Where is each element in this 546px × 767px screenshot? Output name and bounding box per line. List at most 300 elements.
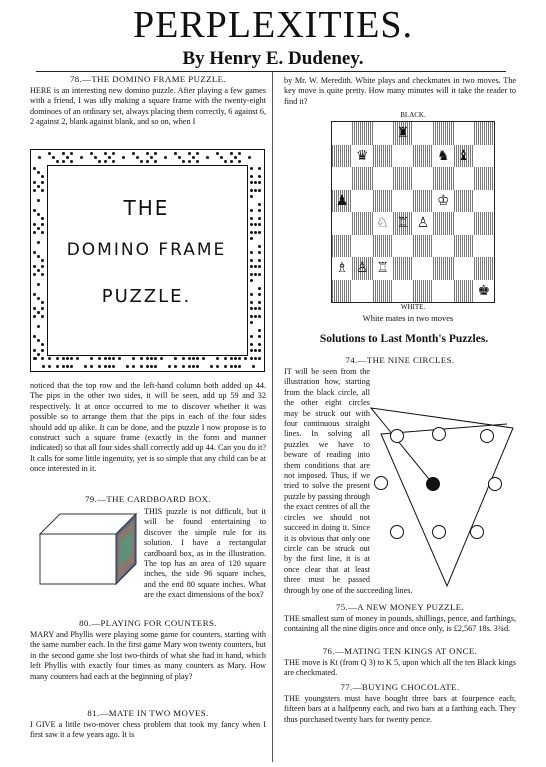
chess-square: [352, 190, 372, 213]
domino-pip: [216, 357, 219, 360]
counters-heading: 80.—PLAYING FOR COUNTERS.: [79, 618, 217, 628]
chess-piece: ♜: [396, 125, 410, 141]
domino-pip: [48, 152, 51, 155]
domino-pip: [33, 231, 36, 234]
chess-square: [332, 235, 352, 258]
domino-pip: [258, 175, 261, 178]
chess-piece: ♛: [355, 147, 369, 164]
domino-pip: [250, 349, 253, 352]
domino-pip: [33, 223, 36, 226]
domino-pip: [250, 307, 253, 310]
domino-pip: [258, 315, 261, 318]
domino-pip: [182, 357, 185, 360]
domino-pip: [146, 152, 149, 155]
chess-square: [413, 280, 433, 303]
domino-pip: [150, 156, 153, 159]
domino-pip: [230, 357, 233, 360]
domino-pip: [188, 152, 191, 155]
domino-pip: [33, 265, 36, 268]
domino-pip: [104, 160, 107, 163]
chess-piece: ♞: [436, 147, 450, 164]
domino-image-line-3: PUZZLE.: [101, 286, 192, 307]
domino-pip: [258, 273, 261, 276]
money-text: THE smallest sum of money in pounds, shillings, pence, and farthings, containing all the nine digits once and once only, is £2,567 18s. 3¾d.: [284, 614, 516, 634]
domino-pip: [41, 349, 44, 352]
domino-pip: [62, 152, 65, 155]
domino-pip: [132, 357, 135, 360]
domino-pip: [250, 175, 253, 178]
domino-pip: [90, 357, 93, 360]
domino-pip: [254, 189, 257, 192]
domino-pip: [258, 349, 261, 352]
nine-circles-diagram: [367, 380, 517, 590]
chess-square: [474, 257, 494, 280]
domino-pip: [56, 365, 59, 368]
domino-pip: [108, 156, 111, 159]
chess-square: [352, 167, 372, 190]
domino-pip: [62, 365, 65, 368]
domino-pip: [174, 357, 177, 360]
domino-pip: [56, 357, 59, 360]
domino-pip: [192, 365, 195, 368]
domino-pip: [230, 152, 233, 155]
domino-pip: [37, 339, 40, 342]
domino-image-line-2: DOMINO FRAME: [66, 240, 227, 260]
domino-pip: [258, 251, 261, 254]
domino-pip: [250, 273, 253, 276]
chess-piece: ♙: [416, 215, 430, 231]
domino-pip: [118, 357, 121, 360]
domino-pip: [258, 357, 261, 360]
domino-pip: [192, 357, 195, 360]
domino-pip: [250, 357, 253, 360]
chess-piece: ♝: [457, 147, 470, 164]
chess-square: [454, 257, 474, 280]
chess-square: [373, 190, 393, 213]
domino-pip: [174, 365, 177, 368]
chess-square: [332, 280, 352, 303]
domino-pip: [33, 315, 36, 318]
domino-pip: [188, 357, 191, 360]
chess-square: [433, 167, 453, 190]
chess-square: [352, 235, 372, 258]
domino-pip: [42, 365, 45, 368]
domino-pip: [154, 152, 157, 155]
domino-pip: [41, 223, 44, 226]
domino-pip: [37, 227, 40, 230]
domino-pip: [252, 365, 255, 368]
chess-square: [393, 257, 413, 280]
domino-pip: [160, 357, 163, 360]
domino-pip: [258, 223, 261, 226]
domino-pip: [238, 152, 241, 155]
domino-pip: [250, 223, 253, 226]
money-heading: 75.—A NEW MONEY PUZZLE.: [335, 602, 465, 612]
domino-pip: [196, 160, 199, 163]
domino-pip: [248, 156, 251, 159]
domino-pip: [230, 160, 233, 163]
domino-pip: [126, 365, 129, 368]
domino-pip: [146, 357, 149, 360]
domino-pip: [150, 365, 153, 368]
domino-intro: HERE is an interesting new domino puzzle. After playing a few games with a friend, I was idly making a square frame with the twenty-eight dominoes of an ordinary set, always placing them correctly, 6 against 6, 2 against 2, blank against blank, and so on, when I: [30, 86, 266, 127]
domino-pip: [178, 156, 181, 159]
domino-pip: [37, 269, 40, 272]
domino-pip: [37, 255, 40, 258]
domino-pip: [258, 181, 261, 184]
domino-pip: [254, 273, 257, 276]
domino-pip: [41, 189, 44, 192]
chess-square: [373, 235, 393, 258]
domino-pip: [104, 152, 107, 155]
mate-text: I GIVE a little two-mover chess problem that took my fancy when I first saw it a few years ago. It is: [30, 720, 266, 740]
domino-pip: [254, 223, 257, 226]
domino-pip: [33, 293, 36, 296]
chess-piece: ♗: [335, 260, 349, 276]
domino-pip: [254, 181, 257, 184]
domino-pip: [52, 156, 55, 159]
domino-pip: [224, 160, 227, 163]
domino-pip: [41, 315, 44, 318]
solutions-heading: Solutions to Last Month's Puzzles.: [319, 333, 489, 345]
black-label: BLACK.: [400, 111, 426, 119]
chess-square: [474, 235, 494, 258]
domino-pip: [33, 335, 36, 338]
chess-square: [454, 280, 474, 303]
domino-pip: [164, 156, 167, 159]
domino-pip: [132, 152, 135, 155]
chess-square: [433, 212, 453, 235]
domino-pip: [154, 357, 157, 360]
domino-pip: [70, 160, 73, 163]
domino-pip: [258, 307, 261, 310]
domino-pip: [258, 209, 261, 212]
page-title: PERPLEXITIES.: [132, 4, 414, 46]
domino-pip: [182, 365, 185, 368]
domino-pip: [41, 307, 44, 310]
chess-piece: ♟: [335, 192, 349, 209]
domino-pip: [37, 213, 40, 216]
domino-pip: [33, 349, 36, 352]
counters-text: MARY and Phyllis were playing some game for counters, starting with the same number each. In the first game Mary won twenty counters, but in the second game she lost two-thirds of what she had in hand, which left Phyllis with exactly four times as many counters as Mary. How many counters had each at the beginning of play?: [30, 630, 266, 681]
domino-pip: [250, 265, 253, 268]
domino-pip: [41, 181, 44, 184]
chess-square: [413, 122, 433, 145]
domino-pip: [37, 325, 40, 328]
domino-pip: [250, 259, 253, 262]
chess-square: [454, 167, 474, 190]
chess-square: [393, 145, 413, 168]
domino-pip: [258, 203, 261, 206]
domino-pip: [140, 160, 143, 163]
domino-pip: [37, 311, 40, 314]
chess-square: [474, 190, 494, 213]
domino-pip: [154, 160, 157, 163]
domino-pip: [250, 279, 253, 282]
chess-square: [454, 212, 474, 235]
domino-pip: [254, 231, 257, 234]
domino-pip: [41, 175, 44, 178]
domino-pip: [238, 357, 241, 360]
domino-pip: [244, 357, 247, 360]
domino-pip: [196, 152, 199, 155]
domino-pip: [188, 160, 191, 163]
domino-pip: [174, 152, 177, 155]
chess-square: [413, 235, 433, 258]
domino-pip: [220, 156, 223, 159]
chess-piece: ♖: [396, 215, 410, 231]
domino-pip: [37, 185, 40, 188]
domino-pip: [258, 343, 261, 346]
domino-pip: [41, 343, 44, 346]
chess-square: [373, 280, 393, 303]
domino-pip: [108, 357, 111, 360]
domino-pip: [224, 365, 227, 368]
domino-pip: [66, 357, 69, 360]
domino-pip: [168, 365, 171, 368]
chess-square: [474, 122, 494, 145]
chess-piece: ♘: [376, 215, 389, 231]
domino-pip: [37, 297, 40, 300]
domino-pip: [196, 357, 199, 360]
chess-piece: ♖: [376, 260, 389, 276]
chess-square: [454, 235, 474, 258]
domino-pip: [216, 152, 219, 155]
chess-caption: White mates in two moves: [362, 313, 454, 323]
domino-pip: [216, 365, 219, 368]
domino-pip: [136, 156, 139, 159]
domino-pip: [210, 365, 213, 368]
domino-pip: [33, 167, 36, 170]
chess-square: [474, 145, 494, 168]
domino-pip: [258, 301, 261, 304]
chess-square: [413, 145, 433, 168]
domino-pip: [84, 365, 87, 368]
domino-pip: [33, 357, 36, 360]
domino-pip: [70, 152, 73, 155]
domino-pip: [62, 357, 65, 360]
domino-pip: [196, 365, 199, 368]
domino-pip: [41, 231, 44, 234]
domino-pip: [250, 209, 253, 212]
chess-square: [332, 212, 352, 235]
chess-square: [393, 190, 413, 213]
domino-pip: [41, 265, 44, 268]
domino-pip: [234, 156, 237, 159]
domino-pip: [258, 293, 261, 296]
domino-pip: [250, 189, 253, 192]
domino-pip: [146, 365, 149, 368]
chess-square: [393, 167, 413, 190]
domino-pip: [258, 287, 261, 290]
domino-pip: [94, 156, 97, 159]
domino-pip: [202, 357, 205, 360]
domino-pip: [80, 156, 83, 159]
domino-pip: [258, 167, 261, 170]
chess-square: [413, 167, 433, 190]
domino-pip: [258, 189, 261, 192]
chess-square: [474, 212, 494, 235]
domino-pip: [250, 181, 253, 184]
chess-square: [433, 257, 453, 280]
domino-pip: [104, 365, 107, 368]
domino-pip: [250, 167, 253, 170]
chocolate-heading: 77.—BUYING CHOCOLATE.: [340, 682, 460, 692]
domino-pip: [250, 343, 253, 346]
domino-pip: [250, 195, 253, 198]
domino-pip: [41, 301, 44, 304]
domino-pip: [37, 353, 40, 356]
domino-pip: [56, 160, 59, 163]
domino-frame-inner: [47, 165, 248, 356]
domino-pip: [254, 265, 257, 268]
domino-pip: [66, 365, 69, 368]
domino-heading: 78.—THE DOMINO FRAME PUZZLE.: [69, 74, 227, 84]
chess-square: [433, 280, 453, 303]
domino-pip: [62, 160, 65, 163]
chess-square: [413, 190, 433, 213]
chess-piece: ♚: [477, 282, 491, 299]
domino-image-line-1: THE: [123, 196, 170, 220]
cardboard-box-illustration: [36, 508, 140, 588]
domino-pip: [250, 251, 253, 254]
domino-pip: [37, 283, 40, 286]
chess-square: [332, 167, 352, 190]
domino-pip: [37, 199, 40, 202]
domino-pip: [250, 217, 253, 220]
domino-pip: [234, 357, 237, 360]
chess-square: [332, 145, 352, 168]
domino-pip: [254, 315, 257, 318]
domino-pip: [33, 307, 36, 310]
domino-pip: [108, 365, 111, 368]
domino-pip: [112, 357, 115, 360]
domino-pip: [146, 160, 149, 163]
domino-pip: [33, 181, 36, 184]
chess-square: [373, 122, 393, 145]
domino-pip: [38, 156, 41, 159]
nine-circles-heading: 74.—THE NINE CIRCLES.: [345, 355, 455, 365]
domino-pip: [41, 217, 44, 220]
chess-square: [373, 167, 393, 190]
cardboard-text-body: THIS puzzle is not difficult, but it will be found entertaining to discover the simple rule for its solution. I have a rectangular cardboard box, as in the illustration. The top has an area of 120 square inches, the side 96 square inches, and the end 80 square inches. What are the exact dimensions of the box?: [144, 507, 266, 600]
domino-pip: [258, 329, 261, 332]
domino-pip: [238, 160, 241, 163]
domino-pip: [258, 335, 261, 338]
domino-pip: [254, 349, 257, 352]
mate-heading: 81.—MATE IN TWO MOVES.: [87, 708, 209, 718]
chess-square: [413, 257, 433, 280]
domino-pip: [41, 273, 44, 276]
domino-pip: [150, 357, 153, 360]
domino-pip: [258, 231, 261, 234]
chess-piece: ♙: [355, 260, 369, 276]
domino-pip: [230, 365, 233, 368]
domino-pip: [104, 357, 107, 360]
domino-pip: [250, 293, 253, 296]
domino-body: noticed that the top row and the left-hand column both added up 44. The pips in the other two sides, it will be seen, add up 59 and 32 respectively. It at once occurred to me to discover whether it was possible so to arrange them that the pips in each of the four sides should add up alike. It can be done, and the puzzle I now propose is to construct such a square frame (exactly in the form and manner indicated) so that all four sides shall correctly add up 44. Can you do it? It calls for some little ingenuity, yet is so simple that any child can be at once interested in it.: [30, 381, 266, 474]
domino-pip: [258, 245, 261, 248]
domino-pip: [250, 237, 253, 240]
domino-pip: [250, 315, 253, 318]
domino-pip: [250, 335, 253, 338]
domino-pip: [188, 365, 191, 368]
domino-pip: [41, 259, 44, 262]
chess-square: [393, 280, 413, 303]
domino-pip: [33, 209, 36, 212]
domino-pip: [250, 231, 253, 234]
domino-pip: [76, 357, 79, 360]
nine-circles-text-body: IT will be seen from the illustration how, starting from the black circle, all the other eight circles may be struck out with four continuous straight lines. In solving all puzzles we have to beware of reading into them conditions that are not imposed. Thus, if we tried to solve the present puzzle by passing through the exact centres of all the circles we should not succeed in doing it. Since it is obvious that only one circle can be struck out by the first line, it is at once clear that at least three must be passed through by one of the succeeding lines.: [284, 367, 413, 595]
domino-pip: [238, 365, 241, 368]
domino-pip: [41, 357, 44, 360]
chess-square: [352, 212, 372, 235]
chess-square: [373, 145, 393, 168]
domino-pip: [70, 365, 73, 368]
domino-pip: [112, 152, 115, 155]
domino-pip: [33, 189, 36, 192]
domino-pip: [154, 365, 157, 368]
domino-pip: [90, 152, 93, 155]
chess-square: [393, 235, 413, 258]
domino-pip: [98, 365, 101, 368]
domino-pip: [98, 160, 101, 163]
domino-pip: [90, 365, 93, 368]
kings-text: THE move is Kt (from Q 3) to K 5, upon which all the ten Black kings are checkmated.: [284, 658, 516, 678]
domino-pip: [182, 160, 185, 163]
chess-square: [454, 190, 474, 213]
domino-pip: [234, 365, 237, 368]
domino-pip: [140, 365, 143, 368]
domino-pip: [98, 357, 101, 360]
domino-pip: [112, 160, 115, 163]
domino-pip: [258, 217, 261, 220]
chess-square: [332, 122, 352, 145]
domino-pip: [66, 156, 69, 159]
chess-piece: ♔: [436, 192, 450, 209]
header-rule: [36, 71, 506, 72]
mate-continued: by Mr. W. Meredith. White plays and checkmates in two moves. The key move is quite pretty. How many minutes will it take the reader to find it?: [284, 76, 516, 106]
domino-pip: [192, 156, 195, 159]
domino-pip: [48, 365, 51, 368]
domino-pip: [250, 321, 253, 324]
column-divider: [272, 72, 273, 762]
domino-pip: [122, 156, 125, 159]
domino-pip: [112, 365, 115, 368]
chocolate-text: THE youngsters must have bought three bars at fourpence each, fifteen bars at a halfpenny each, and two bars at a farthing each. They thus purchased twenty bars for twenty pence.: [284, 694, 516, 724]
domino-pip: [37, 241, 40, 244]
kings-heading: 76.—MATING TEN KINGS AT ONCE.: [322, 646, 478, 656]
domino-pip: [250, 301, 253, 304]
chess-square: [433, 122, 453, 145]
white-label: WHITE.: [400, 303, 426, 311]
domino-pip: [37, 171, 40, 174]
chess-square: [352, 280, 372, 303]
chess-board: [331, 121, 495, 303]
cardboard-heading: 79.—THE CARDBOARD BOX.: [84, 494, 212, 504]
domino-pip: [70, 357, 73, 360]
chess-square: [454, 122, 474, 145]
byline: By Henry E. Dudeney.: [182, 48, 364, 69]
domino-pip: [33, 273, 36, 276]
domino-pip: [140, 357, 143, 360]
chess-square: [433, 235, 453, 258]
domino-pip: [254, 307, 257, 310]
domino-pip: [132, 365, 135, 368]
domino-pip: [206, 156, 209, 159]
domino-pip: [258, 265, 261, 268]
domino-pip: [254, 357, 257, 360]
